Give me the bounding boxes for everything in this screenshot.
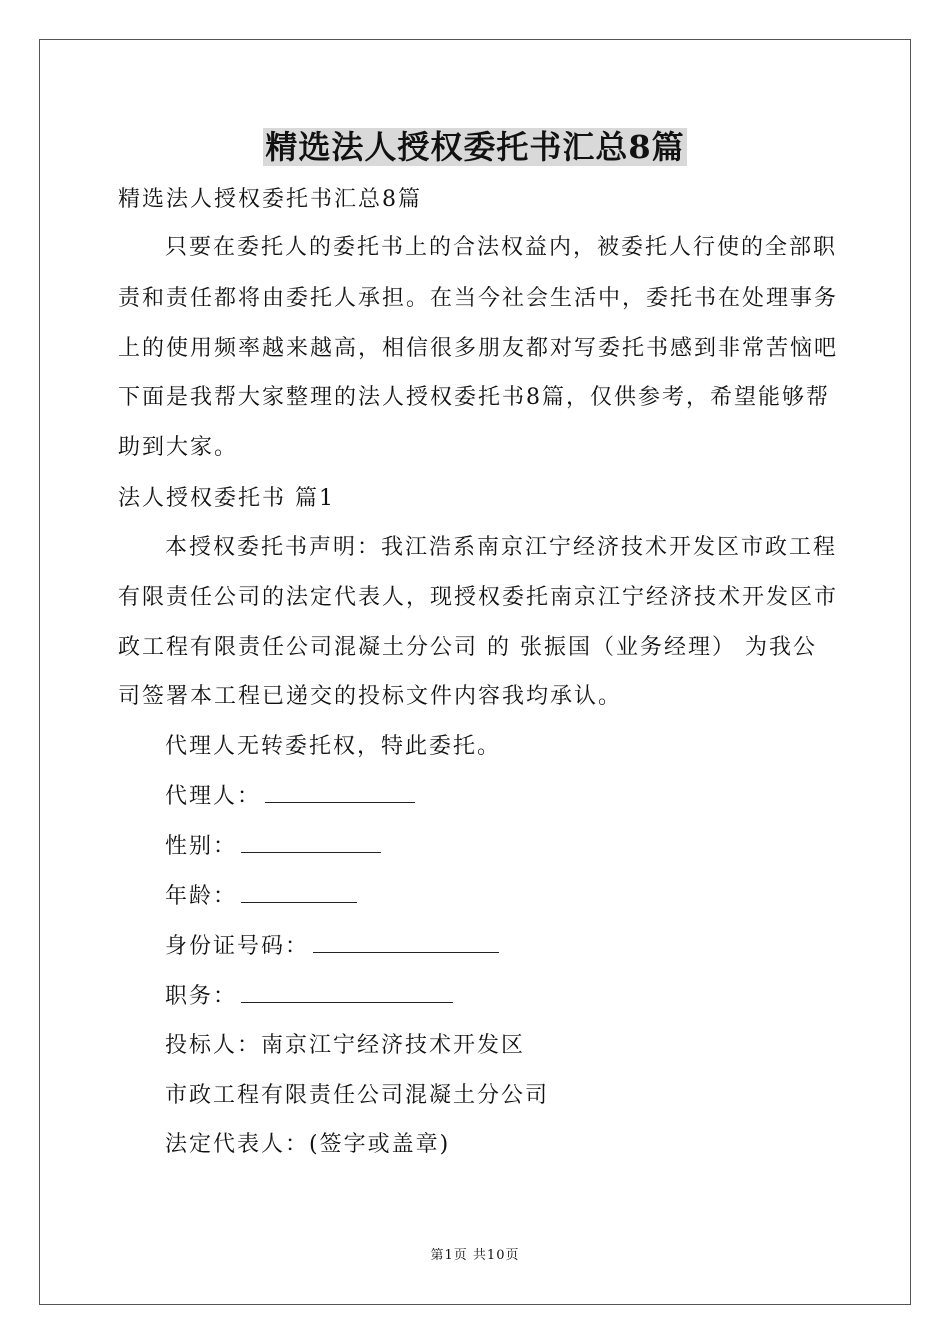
document-title (0, 125, 950, 169)
declaration-line: 有限责任公司的法定代表人，现授权委托南京江宁经济技术开发区市 (118, 585, 839, 610)
position-blank (241, 982, 453, 1003)
agent-label: 代理人： (165, 784, 262, 809)
section-heading: 法人授权委托书 篇1 (118, 486, 335, 511)
agent-field (165, 782, 415, 812)
legal-representative-line: 法定代表人：(签字或盖章) (165, 1132, 451, 1157)
id-number-field (165, 932, 499, 962)
position-label: 职务： (165, 984, 238, 1009)
gender-blank (241, 832, 381, 853)
intro-line: 责和责任都将由委托人承担。在当今社会生活中，委托书在处理事务 (118, 286, 839, 311)
subtitle: 精选法人授权委托书汇总8篇 (118, 187, 422, 212)
gender-label: 性别： (165, 834, 238, 859)
gender-field (165, 832, 381, 862)
title-text: 精选法人授权委托书汇总8篇 (265, 128, 685, 166)
intro-line: 只要在委托人的委托书上的合法权益内，被委托人行使的全部职 (165, 235, 838, 260)
intro-line: 助到大家。 (118, 435, 239, 460)
agent-blank (265, 782, 415, 803)
page-footer: 第1页 共10页 (430, 1248, 520, 1263)
page-border (39, 39, 911, 1305)
declaration-line: 本授权委托书声明：我江浩系南京江宁经济技术开发区市政工程 (165, 535, 838, 560)
intro-line: 上的使用频率越来越高，相信很多朋友都对写委托书感到非常苦恼吧 (118, 336, 839, 361)
id-number-blank (313, 932, 499, 953)
age-blank (241, 882, 357, 903)
position-field (165, 982, 453, 1012)
age-label: 年龄： (165, 884, 238, 909)
id-number-label: 身份证号码： (165, 934, 310, 959)
bidder-line: 市政工程有限责任公司混凝土分公司 (165, 1083, 550, 1108)
declaration-line: 司签署本工程已递交的投标文件内容我均承认。 (118, 684, 623, 709)
bidder-line: 投标人：南京江宁经济技术开发区 (165, 1033, 526, 1058)
no-transfer-statement: 代理人无转委托权，特此委托。 (165, 734, 502, 759)
intro-line: 下面是我帮大家整理的法人授权委托书8篇，仅供参考，希望能够帮 (118, 385, 830, 410)
age-field (165, 882, 357, 912)
declaration-line: 政工程有限责任公司混凝土分公司 的 张振国（业务经理） 为我公 (118, 635, 817, 660)
